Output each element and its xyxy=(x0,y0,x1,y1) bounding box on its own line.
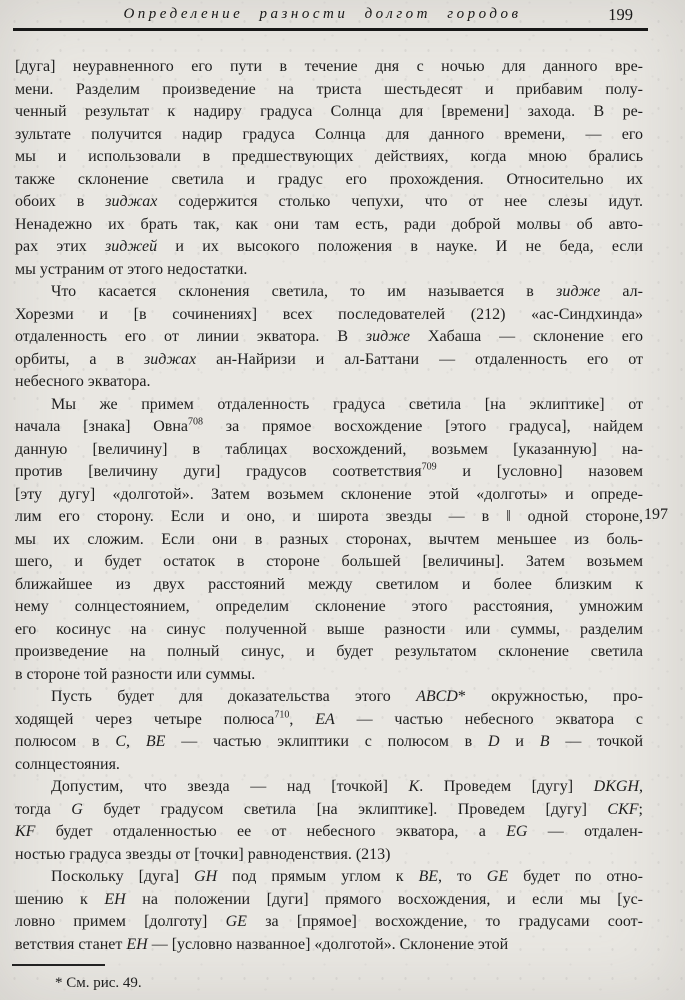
text-line: против [величину дуги] градусов соответствия$^{709}$ и [условно] назовем xyxy=(15,461,644,480)
text-line: в стороне той разности или суммы. xyxy=(15,665,256,683)
footnote-text: См. рис. 49. xyxy=(66,975,142,991)
text-line: ченный результат к надиру градуса Солнца для [времени] захода. В ре- xyxy=(15,103,643,120)
text-line: мы их сложим. Если они в разных сторонах, вычтем меньшее из боль- xyxy=(15,530,643,548)
text-line: Хорезми и [в сочинениях] всех последователей (212) «ас-Синдхинда» xyxy=(15,305,643,323)
header-rule xyxy=(13,28,648,31)
text-line: мени. Разделим произведение на триста шестьдесят и прибавим полу- xyxy=(15,80,643,98)
text-line: мы и использовали в предшествующих действиях, когда мною брались xyxy=(15,148,643,165)
text-line: [эту дугу] «долготой». Затем возьмем склонение этой «долготы» и опреде- xyxy=(15,485,643,503)
footnote-marker: * xyxy=(55,975,63,991)
text-line: шению к EH на положении [дуги] прямого восхождения, и если мы [ус- xyxy=(15,890,644,908)
page-number: 199 xyxy=(608,5,633,24)
text-line: тогда G будет градусом светила [на эклиптике]. Проведем [дугу] CKF; xyxy=(15,800,643,818)
text-line: орбиты, а в зиджах ан-Найризи и ал-Баттани — отдаленность его от xyxy=(15,350,643,368)
margin-folio-note: 197 xyxy=(644,506,668,523)
text-line: Пусть будет для доказательства этого ABCD* окружностью, про- xyxy=(51,688,643,705)
text-line: ловно примем [долготу] GE за [прямое] восхождение, то градусами соот- xyxy=(15,913,643,930)
running-head-title: Определение разности долгот городов xyxy=(123,6,522,22)
text-line: небесного экватора. xyxy=(15,373,151,390)
text-line: Допустим, что звезда — над [точкой] K. Проведем [дугу] DKGH, xyxy=(51,778,643,795)
text-line: солнцестояния. xyxy=(15,755,120,773)
text-line: зультате получится надир градуса Солнца для данного времени, — его xyxy=(15,125,643,143)
text-line: начала [знака] Овна$^{708}$ за прямое восхождение [этого градуса], найдем xyxy=(15,416,643,435)
footnote xyxy=(55,975,142,992)
text-line: полюсом в C, BE — частью эклиптики с полюсом в D и B — точкой xyxy=(15,733,644,750)
text-line: данную [величину] в таблицах восхождений, возьмем [указанную] на- xyxy=(15,440,643,458)
text-line: обоих в зиджах содержится столько чепухи, что от нее слезы идут. xyxy=(15,193,644,210)
text-line: нему солнцестоянием, определим склонение этого расстояния, умножим xyxy=(15,598,643,615)
text-line: KF будет отдаленностью ее от небесного экватора, а EG — отдален- xyxy=(15,823,643,840)
text-line: рах этих зиджей и их высокого положения в науке. И не беда, если xyxy=(15,238,643,255)
text-line: мы устраним от этого недостатки. xyxy=(15,260,248,278)
footnote-rule xyxy=(12,964,105,966)
text-line: Ненадежно их брать так, как они там есть, ради доброй молвы об авто- xyxy=(15,215,643,233)
text-line: ностью градуса звезды от [точки] равноденствия. (213) xyxy=(15,845,391,863)
text-line: Что касается склонения светила, то им называется в зидже ал- xyxy=(51,283,643,300)
text-line: ходящей через четыре полюса$^{710}$, EA — частью небесного экватора с xyxy=(15,709,644,728)
text-line: [дуга] неуравненного его пути в течение дня с ночью для данного вре- xyxy=(15,58,643,75)
text-line: отдаленность его от линии экватора. В зидже Хабаша — склонение его xyxy=(15,328,643,345)
text-line: лим его сторону. Если и оно, и широта звезды — в ‖ одной стороне, xyxy=(15,508,643,525)
text-line: ветствия станет EH — [условно названное] «долготой». Склонение этой xyxy=(15,935,509,953)
page-body xyxy=(15,56,643,956)
text-line: Мы же примем отдаленность градуса светила [на эклиптике] от xyxy=(51,395,643,413)
text-line: шего, и будет остаток в стороне большей [величины]. Затем возьмем xyxy=(15,553,643,570)
text-line: Поскольку [дуга] GH под прямым углом к BE, то GE будет по отно- xyxy=(51,868,644,885)
text-line: ближайшее из двух расстояний между светилом и более близким к xyxy=(15,575,643,593)
text-line: его косинус на синус полученной выше разности или суммы, разделим xyxy=(15,620,643,638)
text-line: произведение на полный синус, и будет результатом склонение светила xyxy=(15,643,643,660)
text-line: также склонение светила и градус его прохождения. Относительно их xyxy=(15,170,643,188)
